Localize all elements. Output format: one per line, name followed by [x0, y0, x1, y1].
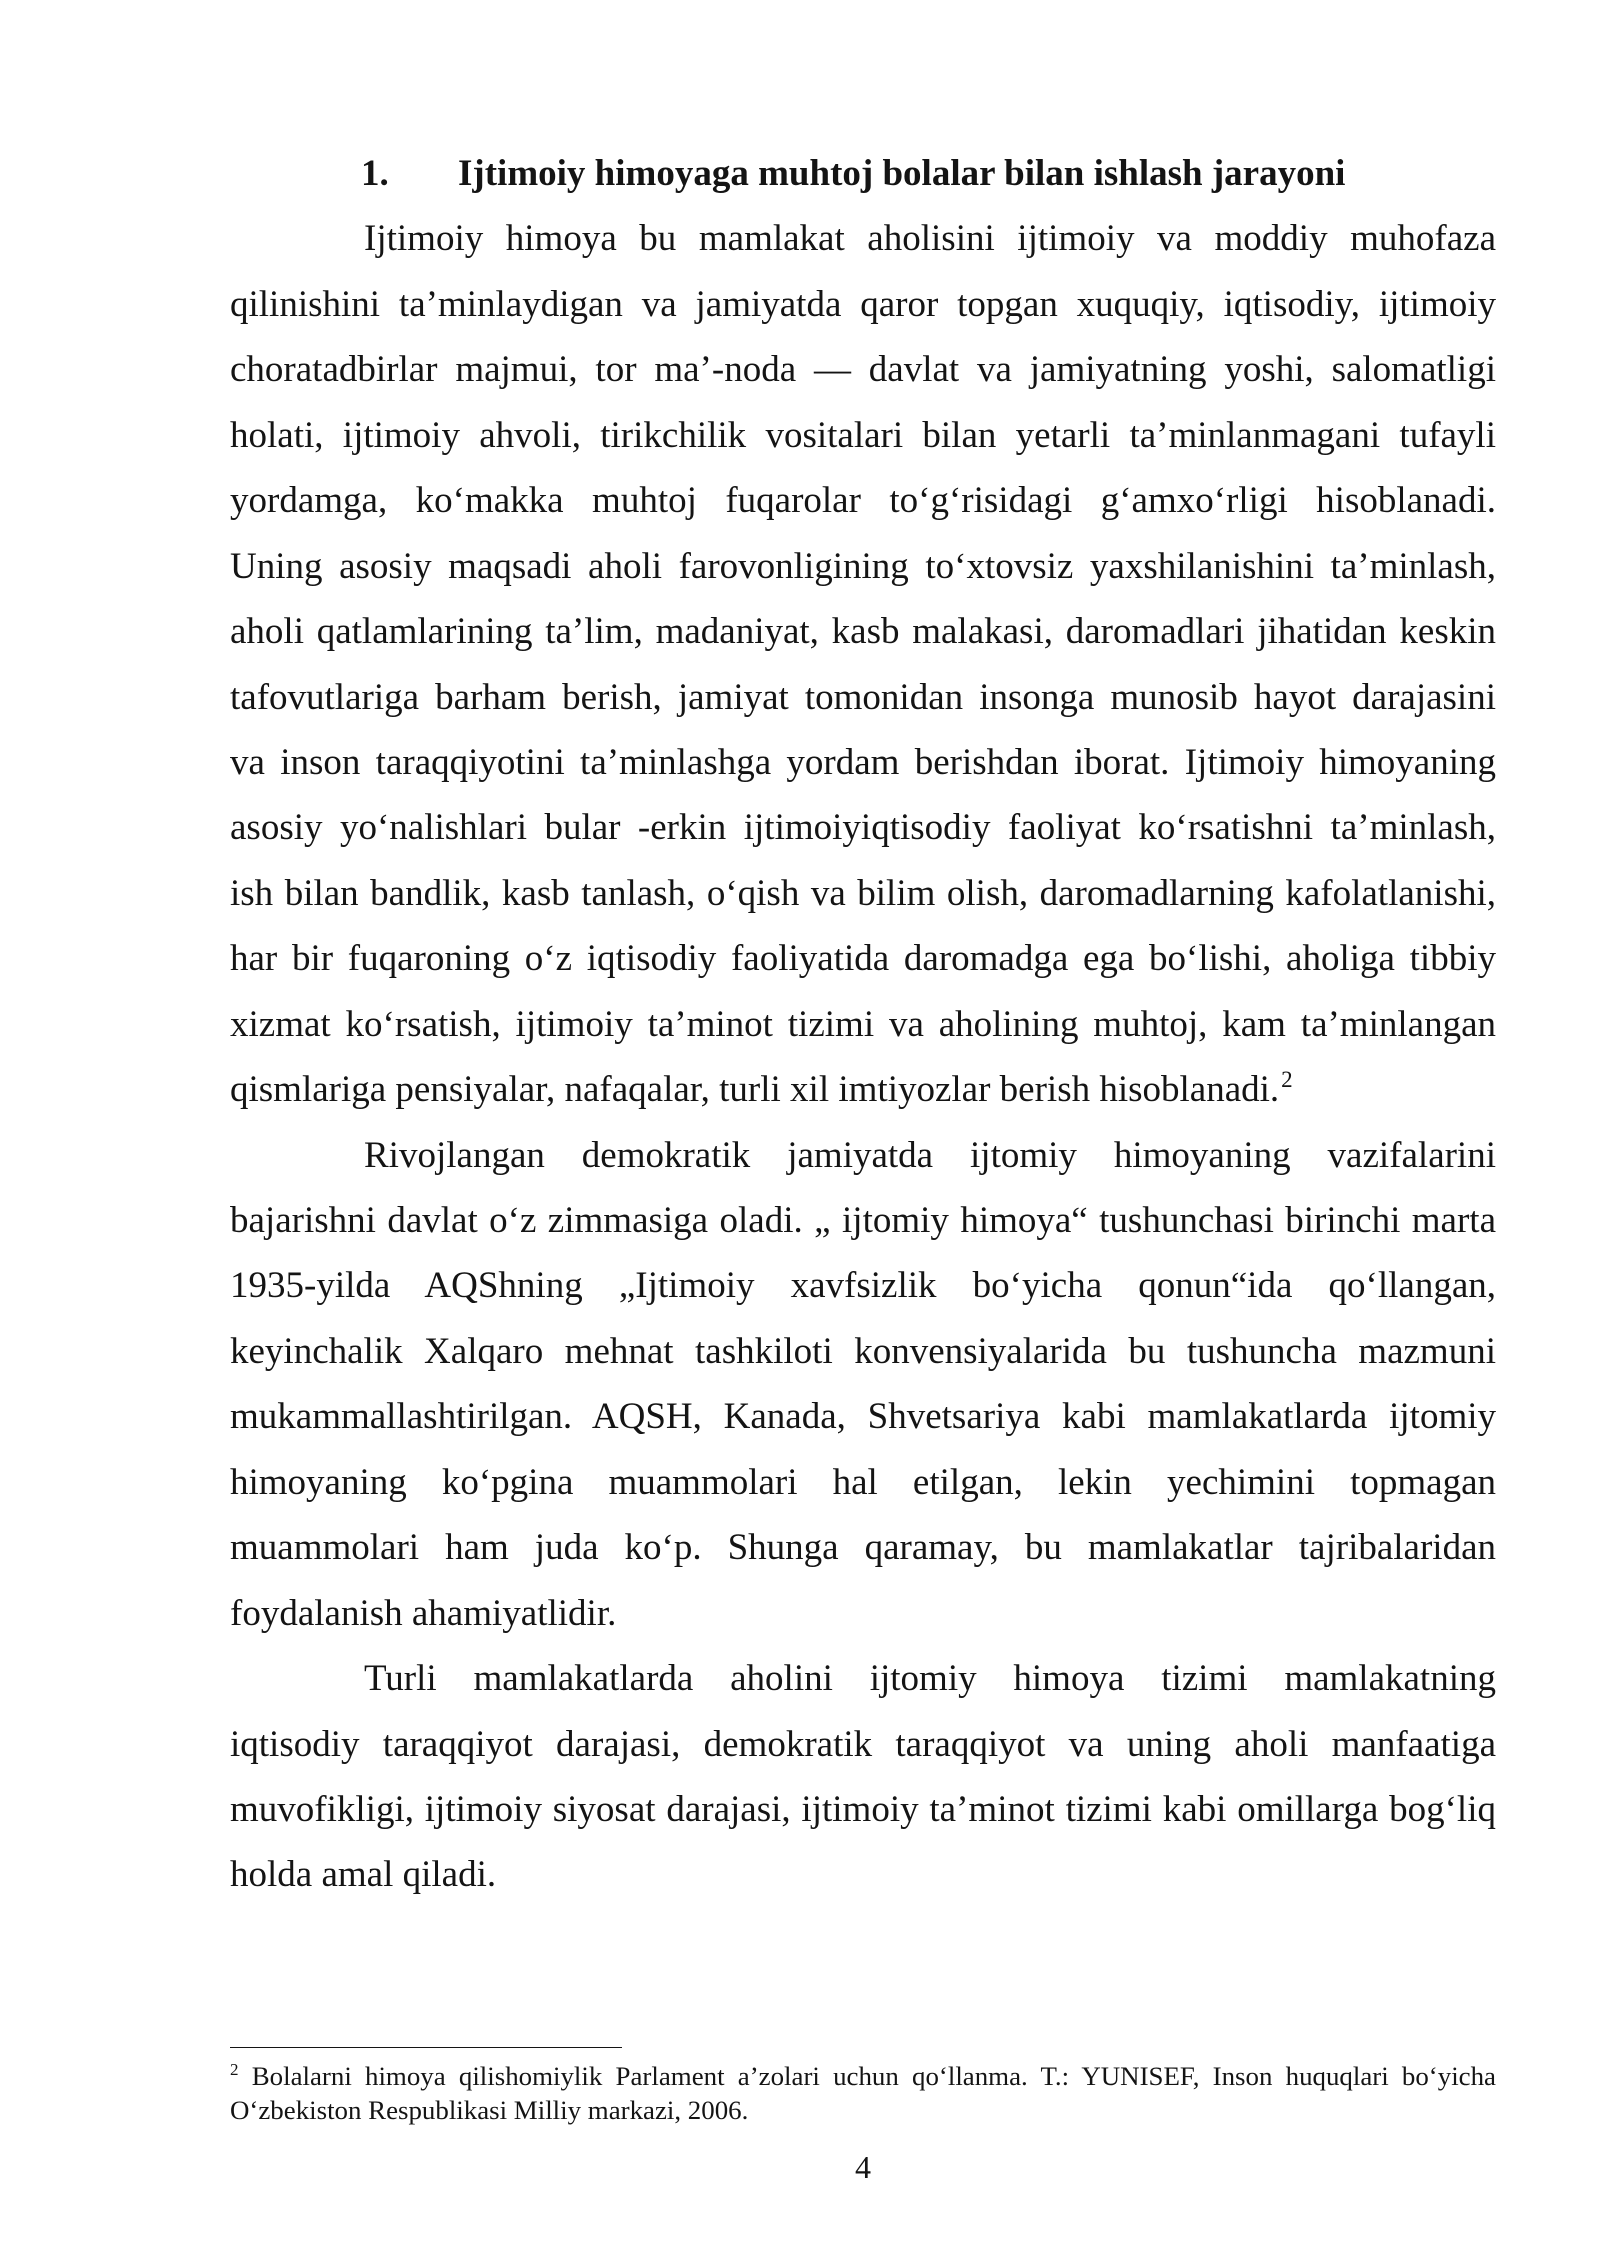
- text-column: [0, 141, 1600, 1908]
- body-line: aholi qatlamlarining ta’lim, madaniyat, kasb malakasi, daromadlari jihatidan keskin: [230, 611, 1496, 653]
- footnote: [230, 2060, 1496, 2127]
- body-line: Uning asosiy maqsadi aholi farovonligining to‘xtovsiz yaxshilanishini ta’minlash,: [230, 545, 1496, 587]
- body-line: muvofikligi, ijtimoiy siyosat darajasi, ijtimoiy ta’minot tizimi kabi omillarga bog‘liq: [230, 1788, 1496, 1830]
- body-line: muammolari ham juda ko‘p. Shunga qaramay, bu mamlakatlar tajribalaridan: [230, 1527, 1496, 1569]
- section-title: Ijtimoiy himoyaga muhtoj bolalar bilan ishlash jarayoni: [458, 153, 1346, 194]
- body-line-text: qismlariga pensiyalar, nafaqalar, turli xil imtiyozlar berish hisoblanadi.: [230, 1069, 1280, 1111]
- body-line: 1935-yilda AQShning „Ijtimoiy xavfsizlik bo‘yicha qonun“ida qo‘llangan,: [230, 1265, 1496, 1307]
- paragraph: [0, 1646, 1600, 1908]
- body-line: foydalanish ahamiyatlidir.: [230, 1592, 617, 1634]
- footnote-separator: [230, 2047, 622, 2048]
- footnote-line: [230, 2060, 1496, 2094]
- footnote-line-text: Bolalarni himoya qilishomiylik Parlament a’zolari uchun qo‘llanma. T.: YUNISEF, Inson huquqlari bo‘yicha: [251, 2061, 1496, 2091]
- body-line: xizmat ko‘rsatish, ijtimoiy ta’minot tizimi va aholining muhtoj, kam ta’minlangan: [230, 1003, 1496, 1045]
- body-line: asosiy yo‘nalishlari bular -erkin ijtimoiyiqtisodiy faoliyat ko‘rsatishni ta’minlash,: [230, 807, 1496, 849]
- body-line: tafovutlariga barham berish, jamiyat tomonidan insonga munosib hayot darajasini: [230, 676, 1496, 718]
- body-line: Rivojlangan demokratik jamiyatda ijtomiy himoyaning vazifalarini: [364, 1134, 1496, 1176]
- body-line: himoyaning ko‘pgina muammolari hal etilgan, lekin yechimini topmagan: [230, 1461, 1496, 1503]
- footnote-marker: 2: [230, 2060, 239, 2079]
- body-line: qilinishini ta’minlaydigan va jamiyatda qaror topgan xuquqiy, iqtisodiy, ijtimoiy: [230, 283, 1496, 325]
- body-line: mukammallashtirilgan. AQSH, Kanada, Shvetsariya kabi mamlakatlarda ijtomiy: [230, 1396, 1496, 1438]
- paragraph: [0, 1123, 1600, 1647]
- page-number: 4: [855, 2149, 871, 2185]
- body-line: ish bilan bandlik, kasb tanlash, o‘qish va bilim olish, daromadlarning kafolatlanishi,: [230, 872, 1496, 914]
- body-line: va inson taraqqiyotini ta’minlashga yordam berishdan iborat. Ijtimoiy himoyaning: [230, 741, 1496, 783]
- body-line: bajarishni davlat o‘z zimmasiga oladi. „ ijtomiy himoya“ tushunchasi birinchi marta: [230, 1200, 1496, 1241]
- section-number: 1.: [361, 153, 389, 194]
- body-line: Turli mamlakatlarda aholini ijtomiy himoya tizimi mamlakatning: [364, 1658, 1496, 1700]
- body-line: holati, ijtimoiy ahvoli, tirikchilik vositalari bilan yetarli ta’minlanmagani tufayli: [230, 414, 1496, 456]
- footnote-line: O‘zbekiston Respublikasi Milliy markazi, 2006.: [230, 2094, 749, 2125]
- body-line: har bir fuqaroning o‘z iqtisodiy faoliyatida daromadga ega bo‘lishi, aholiga tibbiy: [230, 938, 1496, 980]
- body-line: iqtisodiy taraqqiyot darajasi, demokratik taraqqiyot va uning aholi manfaatiga: [230, 1723, 1496, 1765]
- body-line: keyinchalik Xalqaro mehnat tashkiloti konvensiyalarida bu tushuncha mazmuni: [230, 1330, 1496, 1372]
- footnote-reference: 2: [1281, 1067, 1293, 1093]
- body-line: holda amal qiladi.: [230, 1854, 497, 1896]
- body-line: Ijtimoiy himoya bu mamlakat aholisini ijtimoiy va moddiy muhofaza: [364, 218, 1496, 260]
- paragraph: [0, 206, 1600, 1122]
- body-line: choratadbirlar majmui, tor ma’-noda — davlat va jamiyatning yoshi, salomatligi: [230, 349, 1496, 391]
- body-line: [230, 1057, 1496, 1122]
- section-heading: [0, 141, 1600, 206]
- body-line: yordamga, ko‘makka muhtoj fuqarolar to‘g‘risidagi g‘amxo‘rligi hisoblanadi.: [230, 480, 1496, 522]
